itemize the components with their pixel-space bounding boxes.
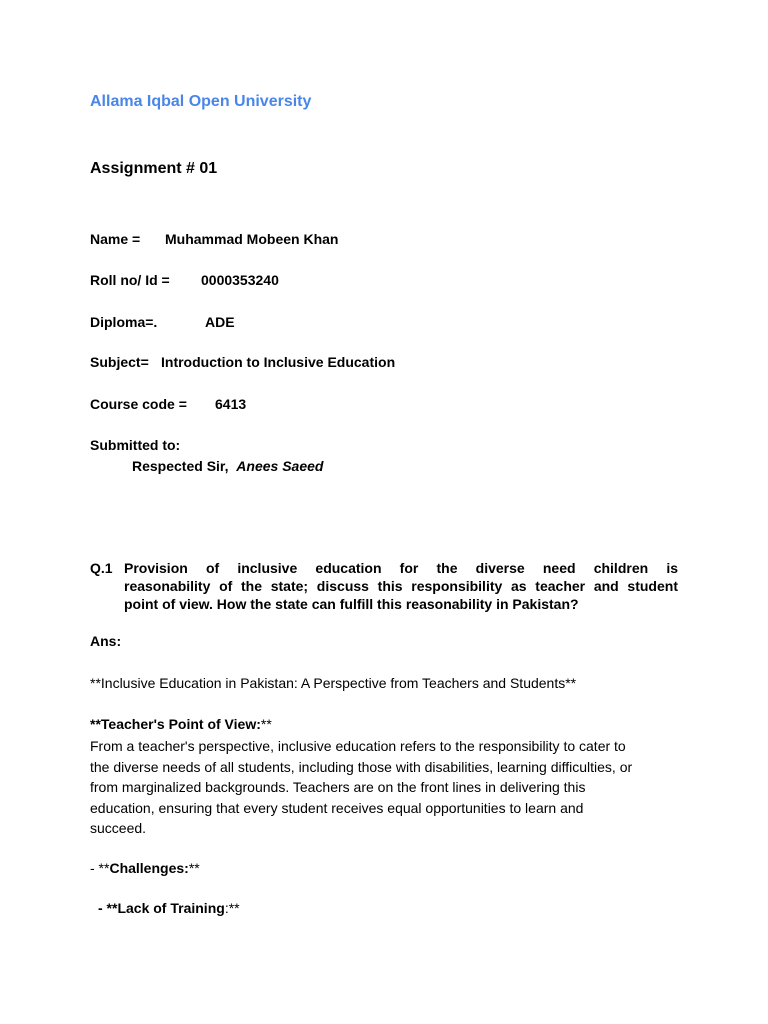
roll-field [90, 272, 279, 288]
question-line: Provision of inclusive education for the diverse need children is [124, 560, 678, 576]
course-code-value: 6413 [215, 396, 247, 412]
diploma-label: Diploma=. [90, 314, 158, 330]
paragraph-line: succeed. [90, 820, 147, 836]
challenges-prefix: - ** [90, 860, 110, 876]
paragraph-line: the diverse needs of all students, including those with disabilities, learning difficulties, or [90, 758, 633, 775]
lack-text: Lack of Training [117, 900, 225, 916]
lack-prefix: - ** [98, 900, 118, 916]
paragraph-line: from marginalized backgrounds. Teachers are on the front lines in delivering this [90, 779, 586, 795]
assignment-title: Assignment # 01 [90, 160, 218, 177]
submitted-to-label: Submitted to: [90, 437, 181, 453]
challenges-suffix: ** [188, 860, 200, 876]
name-value: Muhammad Mobeen Khan [165, 231, 339, 247]
university-title: Allama Iqbal Open University [90, 93, 312, 110]
question-text [124, 559, 678, 613]
lack-suffix: :** [224, 900, 240, 916]
teacher-name: Anees Saeed [236, 458, 324, 474]
subject-field [90, 354, 395, 370]
teacher-pov-suffix: ** [260, 716, 272, 732]
course-code-label: Course code = [90, 396, 187, 412]
paragraph-line: education, ensuring that every student receives equal opportunities to learn and [90, 799, 584, 816]
teacher-pov-paragraph [90, 736, 690, 839]
respected-line [132, 458, 323, 474]
question-number: Q.1 [90, 560, 113, 576]
question-line: reasonability of the state; discuss this responsibility as teacher and student [124, 578, 678, 594]
name-field [90, 231, 338, 247]
diploma-field [90, 314, 235, 330]
challenges-bullet [90, 860, 200, 876]
teacher-pov-prefix: ** [90, 716, 101, 732]
course-code-field [90, 396, 246, 412]
answer-label: Ans: [90, 633, 122, 649]
respected-prefix: Respected Sir, [132, 458, 229, 474]
teacher-pov-text: Teacher's Point of View: [100, 716, 261, 732]
roll-value: 0000353240 [201, 272, 279, 288]
answer-title: **Inclusive Education in Pakistan: A Perspective from Teachers and Students** [90, 675, 577, 691]
subject-label: Subject= [90, 354, 149, 370]
subject-value: Introduction to Inclusive Education [161, 354, 396, 370]
challenges-text: Challenges: [109, 860, 189, 876]
question-line: point of view. How the state can fulfill this reasonability in Pakistan? [124, 596, 579, 612]
paragraph-line: From a teacher's perspective, inclusive education refers to the responsibility to cater to [90, 738, 626, 754]
lack-of-training-bullet [98, 900, 240, 916]
diploma-value: ADE [205, 314, 235, 330]
teacher-pov-heading [90, 716, 272, 732]
name-label: Name = [90, 231, 141, 247]
question-block [90, 559, 678, 613]
roll-label: Roll no/ Id = [90, 272, 170, 288]
